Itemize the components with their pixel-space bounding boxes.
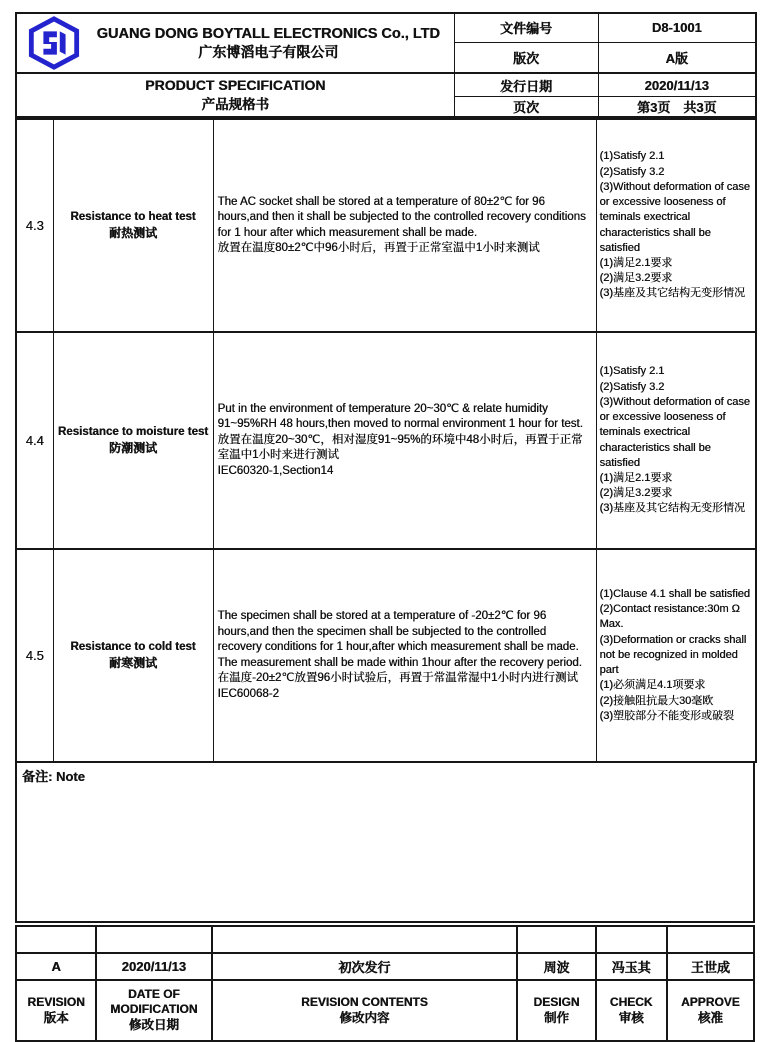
company-name-english: GUANG DONG BOYTALL ELECTRONICS Co., LTD	[96, 25, 440, 42]
header-english: CHECK	[609, 994, 653, 1009]
test-name-chinese: 耐寒测试	[108, 656, 157, 670]
test-name-english: Resistance to moisture test	[57, 426, 209, 438]
company-cell	[16, 13, 454, 73]
header-chinese: 修改内容	[339, 1010, 390, 1025]
requirement-line: (3)Without deformation of case or excessive looseness of teminals exectrical characteristics shall be satisfied	[599, 180, 750, 254]
test-description-cell	[213, 119, 596, 332]
revision-history-table	[15, 925, 755, 1042]
version-value: A版	[598, 42, 756, 73]
test-description-cell	[213, 549, 596, 762]
test-name-cell	[53, 119, 213, 332]
revision-col-header	[16, 980, 96, 1041]
header-chinese: 审核	[618, 1010, 644, 1025]
test-name-cell	[53, 549, 213, 762]
company-logo-icon	[21, 16, 87, 70]
header-chinese: 核准	[697, 1010, 723, 1025]
revision-date: 2020/11/13	[96, 953, 211, 980]
revision-header-row	[16, 980, 754, 1041]
document-title-english: PRODUCT SPECIFICATION	[145, 77, 326, 93]
table-row-heat-test	[16, 119, 756, 332]
header-english: REVISION	[27, 994, 85, 1009]
requirement-line: (3)基座及其它结构无变形情况	[599, 502, 745, 515]
document-header-table	[15, 12, 757, 118]
revision-col-header	[596, 980, 667, 1041]
revision-empty-cell	[212, 926, 518, 953]
requirement-line: (3)Deformation or cracks shall not be recognized in molded part	[599, 633, 747, 677]
document-title-cell	[16, 73, 454, 117]
clause-number: 4.5	[16, 549, 53, 762]
requirement-line: (1)满足2.1要求	[599, 256, 673, 269]
description-line: The specimen shall be stored at a temperature of -20±2℃ for 96 hours,and then the specimen shall be subjected to the controlled recovery conditions for 1 hour,after which measurement shall be made.	[217, 610, 579, 653]
revision-entry-row	[16, 953, 754, 980]
description-line: 放置在温度80±2℃中96小时后，再置于正常室温中1小时来测试	[217, 242, 540, 254]
header-english: DATE OF MODIFICATION	[110, 987, 198, 1016]
description-line: Put in the environment of temperature 20~30℃ & relate humidity 91~95%RH 48 hours,then moved to normal environment 1 hour for test.	[217, 402, 583, 431]
requirement-line: (1)必须满足4.1项要求	[599, 679, 706, 692]
requirement-line: (2)满足3.2要求	[599, 487, 673, 500]
header-chinese: 版本	[43, 1010, 69, 1025]
revision-col-header	[212, 980, 518, 1041]
requirement-line: (2)满足3.2要求	[599, 272, 673, 285]
table-row-cold-test	[16, 549, 756, 762]
test-requirement-cell	[596, 332, 756, 549]
header-english: APPROVE	[681, 994, 740, 1009]
description-line: IEC60068-2	[217, 687, 279, 700]
revision-empty-row	[16, 926, 754, 953]
test-name-cell	[53, 332, 213, 549]
revision-empty-cell	[517, 926, 595, 953]
document-title-chinese: 产品规格书	[201, 97, 269, 112]
doc-number-value: D8-1001	[598, 13, 756, 42]
test-name-english: Resistance to heat test	[70, 211, 196, 223]
revision-version: A	[16, 953, 96, 980]
test-description-cell	[213, 332, 596, 549]
header-english: REVISION CONTENTS	[301, 994, 428, 1009]
company-name-chinese: 广东博滔电子有限公司	[198, 43, 339, 60]
requirement-line: (3)塑胶部分不能变形或破裂	[599, 709, 734, 722]
test-requirement-cell	[596, 549, 756, 762]
page-number-label: 页次	[454, 97, 598, 118]
issue-date-value: 2020/11/13	[598, 73, 756, 97]
requirement-line: (1)Clause 4.1 shall be satisfied	[599, 588, 750, 601]
description-line: The AC socket shall be stored at a temperature of 80±2℃ for 96 hours,and then it shall be subjected to the controlled recovery conditions for 1 hour after which measurement shall be made.	[217, 195, 586, 239]
test-name-english: Resistance to cold test	[70, 641, 196, 653]
version-label: 版次	[454, 42, 598, 73]
revision-approver: 王世成	[667, 953, 754, 980]
requirement-line: (2)Satisfy 3.2	[599, 165, 665, 178]
header-chinese: 修改日期	[128, 1018, 179, 1032]
note-label: 备注: Note	[22, 769, 85, 784]
requirement-line: (3)基座及其它结构无变形情况	[599, 287, 745, 300]
description-line: 在温度-20±2℃放置96小时试验后，再置于常温常湿中1小时内进行测试	[217, 672, 578, 684]
test-name-chinese: 防潮测试	[108, 441, 157, 455]
revision-empty-cell	[96, 926, 211, 953]
requirement-line: (1)Satisfy 2.1	[599, 365, 665, 378]
note-section	[15, 763, 755, 923]
revision-designer: 周波	[517, 953, 595, 980]
requirement-line: (1)Satisfy 2.1	[599, 150, 665, 163]
issue-date-label: 发行日期	[454, 73, 598, 97]
header-english: DESIGN	[533, 994, 580, 1009]
test-name-chinese: 耐热测试	[108, 226, 157, 240]
revision-col-header	[96, 980, 211, 1041]
clause-number: 4.3	[16, 119, 53, 332]
requirement-line: (1)满足2.1要求	[599, 471, 673, 484]
description-line: The measurement shall be made within 1hour after the recovery period.	[217, 656, 582, 669]
revision-empty-cell	[596, 926, 667, 953]
revision-checker: 冯玉其	[596, 953, 667, 980]
test-spec-table	[15, 118, 757, 763]
description-line: 放置在温度20~30℃，相对湿度91~95%的环境中48小时后，再置于正常室温中1小时来进行测试	[217, 433, 583, 462]
requirement-line: (2)Satisfy 3.2	[599, 380, 665, 393]
header-chinese: 制作	[543, 1010, 569, 1025]
spec-document-page	[15, 12, 755, 1042]
table-row-moisture-test	[16, 332, 756, 549]
page-number-value: 第3页 共3页	[598, 97, 756, 118]
revision-empty-cell	[16, 926, 96, 953]
requirement-line: (2)接触阻抗最大30毫欧	[599, 694, 714, 707]
doc-number-label: 文件编号	[454, 13, 598, 42]
description-line: IEC60320-1,Section14	[217, 464, 334, 477]
requirement-line: (2)Contact resistance:30m Ω Max.	[599, 603, 740, 631]
revision-col-header	[667, 980, 754, 1041]
test-requirement-cell	[596, 119, 756, 332]
revision-contents: 初次发行	[212, 953, 518, 980]
revision-col-header	[517, 980, 595, 1041]
requirement-line: (3)Without deformation of case or excessive looseness of teminals exectrical characteristics shall be satisfied	[599, 395, 750, 469]
clause-number: 4.4	[16, 332, 53, 549]
revision-empty-cell	[667, 926, 754, 953]
